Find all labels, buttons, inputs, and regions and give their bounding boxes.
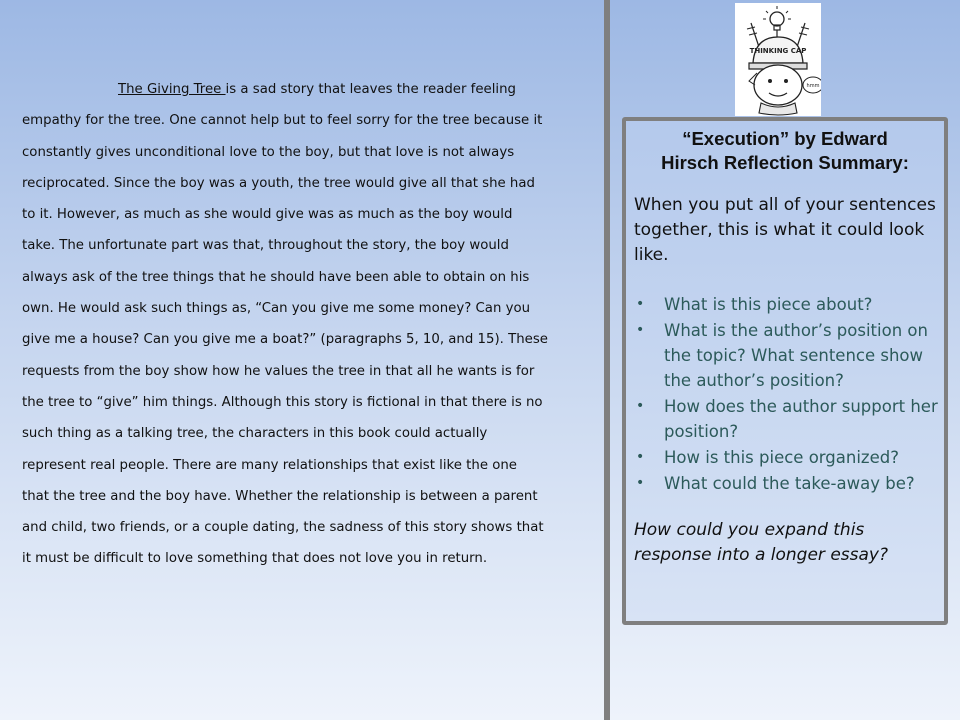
essay-line: such thing as a talking tree, the characters in this book could actually xyxy=(22,426,488,442)
essay-line: the tree to “give” him things. Although this story is fictional in that there is no xyxy=(22,394,543,410)
essay-line: reciprocated. Since the boy was a youth, the tree would give all that she had xyxy=(22,175,535,191)
bullet-icon: • xyxy=(636,398,645,414)
question-item: • How is this piece organized? xyxy=(626,445,944,470)
essay-line: and child, two friends, or a couple dating, the sadness of this story shows that xyxy=(22,520,544,536)
essay-line: empathy for the tree. One cannot help but to feel sorry for the tree because it xyxy=(22,113,543,129)
essay-line: give me a house? Can you give me a boat?” (paragraphs 5, 10, and 15). These xyxy=(22,332,548,348)
thinking-cap-drawing xyxy=(735,3,821,116)
essay-line: own. He would ask such things as, “Can you give me some money? Can you xyxy=(22,301,531,317)
question-item: • How does the author support her position? xyxy=(626,394,944,444)
essay-line: that the tree and the boy have. Whether the relationship is between a parent xyxy=(22,488,538,504)
essay-line: constantly gives unconditional love to the boy, but that love is not always xyxy=(22,144,515,160)
panel-title-line-2: Hirsch Reflection Summary: xyxy=(661,152,909,173)
bullet-icon: • xyxy=(636,475,645,491)
panel-title xyxy=(626,127,944,175)
bullet-icon: • xyxy=(636,449,645,465)
essay-line: take. The unfortunate part was that, throughout the story, the boy would xyxy=(22,238,509,254)
essay-text xyxy=(22,74,582,575)
essay-line: The Giving Tree is a sad story that leaves the reader feeling xyxy=(118,82,516,97)
reflection-summary-panel xyxy=(622,117,948,625)
essay-line: to it. However, as much as she would give was as much as the boy would xyxy=(22,207,513,223)
question-item: • What is the author’s position on the topic? What sentence show the author’s position? xyxy=(626,318,944,393)
thinking-cap-illustration xyxy=(735,3,821,116)
essay-line: represent real people. There are many relationships that exist like the one xyxy=(22,457,517,473)
panel-intro: When you put all of your sentences together, this is what it could look like. xyxy=(634,195,936,265)
essay-line: requests from the boy show how he values the tree in that all he wants is for xyxy=(22,363,535,379)
panel-title-line-1: “Execution” by Edward xyxy=(682,128,888,149)
question-list xyxy=(626,292,944,496)
essay-line: always ask of the tree things that he should have been able to obtain on his xyxy=(22,269,530,285)
question-item: • What is this piece about? xyxy=(626,292,944,317)
bullet-icon: • xyxy=(636,296,645,312)
closing-question: How could you expand this response into a longer essay? xyxy=(634,520,888,565)
essay-line: it must be difficult to love something that does not love you in return. xyxy=(22,551,488,567)
book-title: The Giving Tree xyxy=(118,82,226,97)
bullet-icon: • xyxy=(636,322,645,338)
question-item: • What could the take-away be? xyxy=(626,471,944,496)
vertical-divider xyxy=(604,0,610,720)
speech-text: hmm xyxy=(806,83,820,89)
cap-label: THINKING CAP xyxy=(749,47,807,55)
